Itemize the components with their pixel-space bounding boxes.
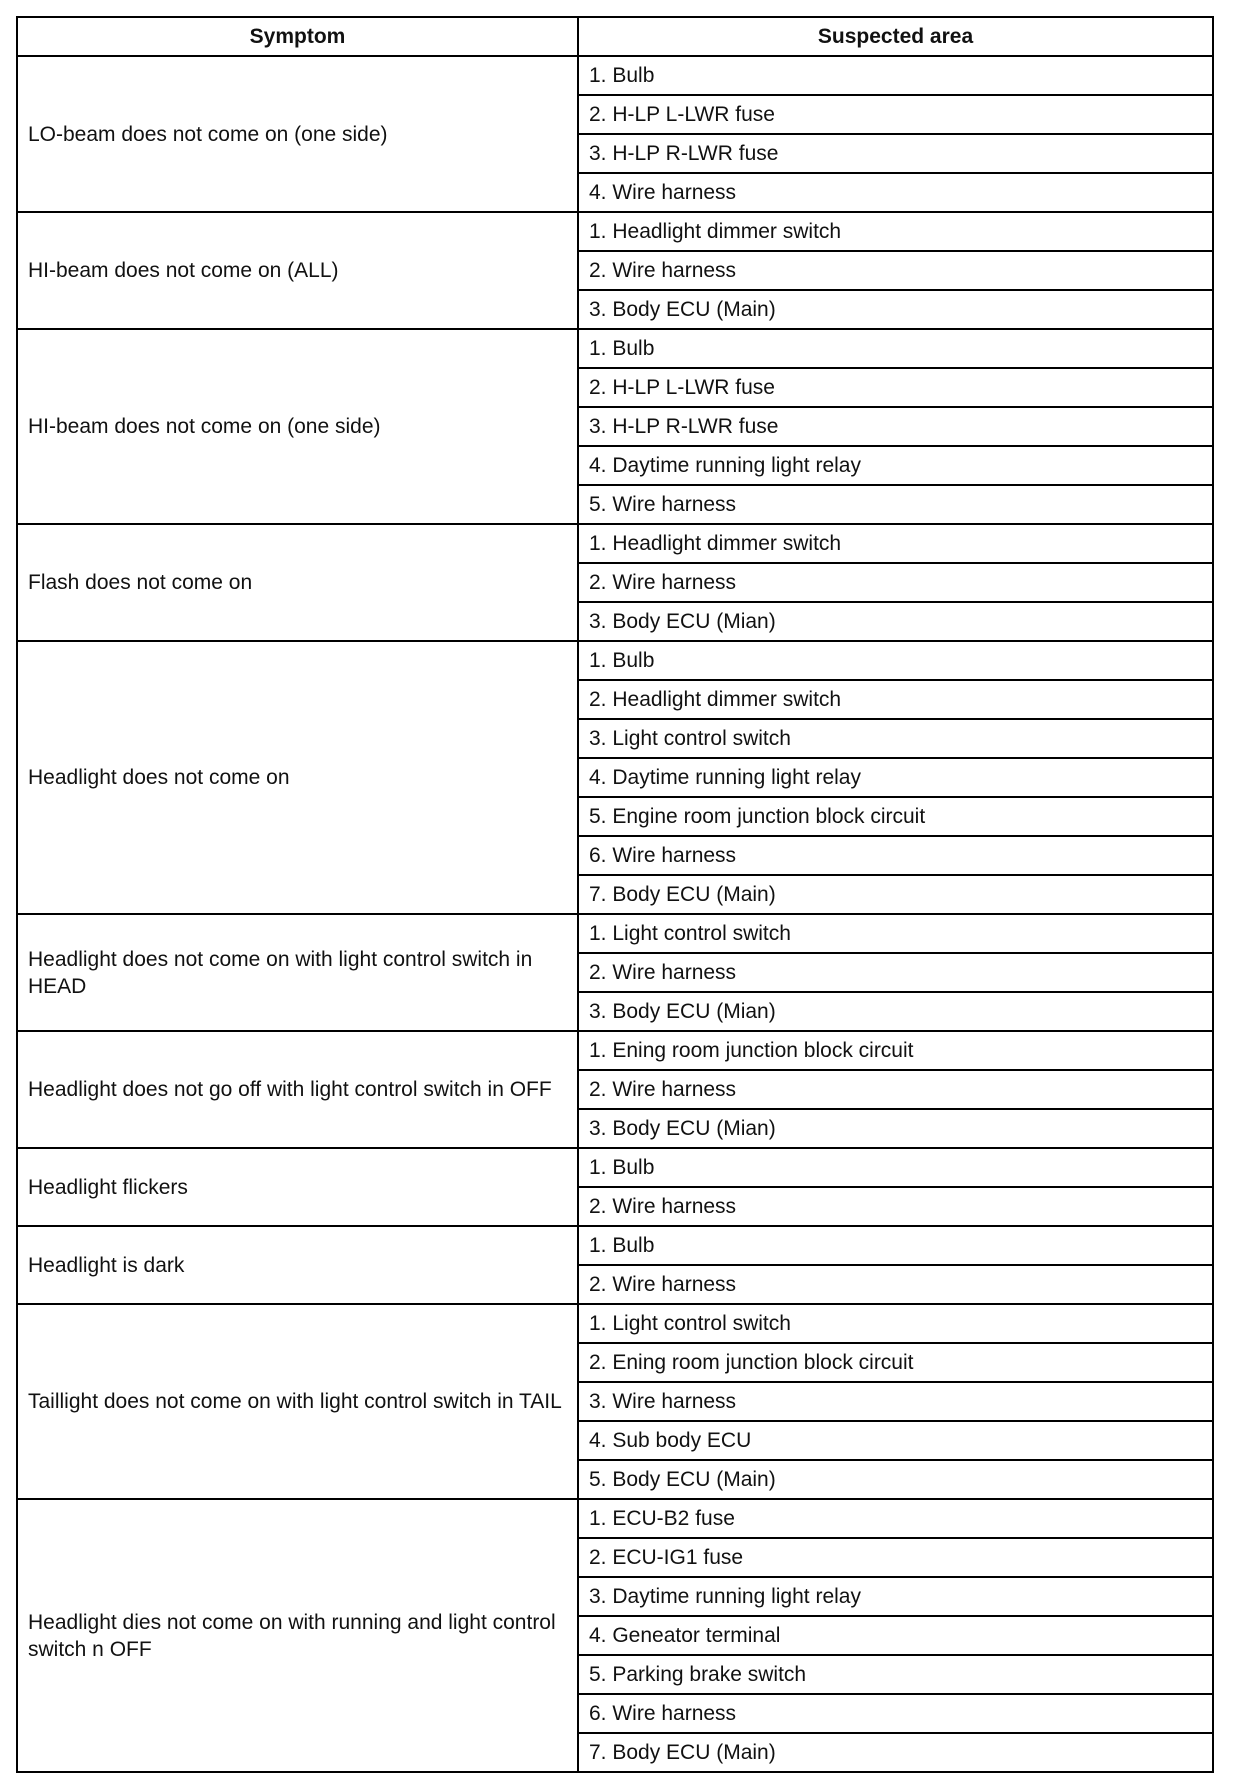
table-row: [17, 1499, 1213, 1538]
suspected-area-cell: 3. Body ECU (Mian): [578, 602, 1213, 641]
suspected-area-cell: 2. Wire harness: [578, 953, 1213, 992]
table-body: [17, 56, 1213, 1772]
suspected-area-cell: 7. Body ECU (Main): [578, 875, 1213, 914]
symptom-cell: Taillight does not come on with light control switch in TAIL: [17, 1304, 578, 1499]
suspected-area-cell: 4. Geneator terminal: [578, 1616, 1213, 1655]
suspected-area-cell: 3. Light control switch: [578, 719, 1213, 758]
suspected-area-cell: 1. Headlight dimmer switch: [578, 212, 1213, 251]
symptom-cell: Headlight does not come on with light control switch in HEAD: [17, 914, 578, 1031]
suspected-area-cell: 1. Bulb: [578, 56, 1213, 95]
suspected-area-cell: 1. Bulb: [578, 641, 1213, 680]
table-row: [17, 1148, 1213, 1187]
symptom-cell: Headlight flickers: [17, 1148, 578, 1226]
suspected-area-cell: 2. Wire harness: [578, 1265, 1213, 1304]
suspected-area-cell: 3. Body ECU (Mian): [578, 1109, 1213, 1148]
suspected-area-cell: 1. Light control switch: [578, 1304, 1213, 1343]
header-symptom: Symptom: [17, 17, 578, 56]
table-row: [17, 914, 1213, 953]
suspected-area-cell: 5. Engine room junction block circuit: [578, 797, 1213, 836]
header-suspected-area: Suspected area: [578, 17, 1213, 56]
suspected-area-cell: 4. Daytime running light relay: [578, 446, 1213, 485]
troubleshooting-document: [16, 16, 1212, 1773]
symptom-table: [16, 16, 1214, 1773]
table-row: [17, 1304, 1213, 1343]
suspected-area-cell: 2. Headlight dimmer switch: [578, 680, 1213, 719]
symptom-cell: Headlight is dark: [17, 1226, 578, 1304]
suspected-area-cell: 3. Wire harness: [578, 1382, 1213, 1421]
suspected-area-cell: 4. Daytime running light relay: [578, 758, 1213, 797]
symptom-cell: HI-beam does not come on (ALL): [17, 212, 578, 329]
suspected-area-cell: 5. Wire harness: [578, 485, 1213, 524]
suspected-area-cell: 2. Wire harness: [578, 251, 1213, 290]
suspected-area-cell: 3. Body ECU (Mian): [578, 992, 1213, 1031]
suspected-area-cell: 2. H-LP L-LWR fuse: [578, 368, 1213, 407]
suspected-area-cell: 1. Ening room junction block circuit: [578, 1031, 1213, 1070]
suspected-area-cell: 3. Daytime running light relay: [578, 1577, 1213, 1616]
symptom-cell: Headlight does not go off with light control switch in OFF: [17, 1031, 578, 1148]
table-row: [17, 1226, 1213, 1265]
symptom-cell: Headlight does not come on: [17, 641, 578, 914]
suspected-area-cell: 2. H-LP L-LWR fuse: [578, 95, 1213, 134]
suspected-area-cell: 6. Wire harness: [578, 1694, 1213, 1733]
table-row: [17, 524, 1213, 563]
suspected-area-cell: 7. Body ECU (Main): [578, 1733, 1213, 1772]
symptom-cell: LO-beam does not come on (one side): [17, 56, 578, 212]
header-row: [17, 17, 1213, 56]
suspected-area-cell: 1. Bulb: [578, 1226, 1213, 1265]
table-row: [17, 1031, 1213, 1070]
suspected-area-cell: 4. Wire harness: [578, 173, 1213, 212]
suspected-area-cell: 2. Ening room junction block circuit: [578, 1343, 1213, 1382]
table-row: [17, 212, 1213, 251]
suspected-area-cell: 3. Body ECU (Main): [578, 290, 1213, 329]
suspected-area-cell: 1. Bulb: [578, 1148, 1213, 1187]
suspected-area-cell: 3. H-LP R-LWR fuse: [578, 407, 1213, 446]
suspected-area-cell: 2. Wire harness: [578, 1070, 1213, 1109]
table-row: [17, 56, 1213, 95]
symptom-cell: Headlight dies not come on with running and light control switch n OFF: [17, 1499, 578, 1772]
suspected-area-cell: 3. H-LP R-LWR fuse: [578, 134, 1213, 173]
suspected-area-cell: 5. Parking brake switch: [578, 1655, 1213, 1694]
suspected-area-cell: 2. ECU-IG1 fuse: [578, 1538, 1213, 1577]
suspected-area-cell: 5. Body ECU (Main): [578, 1460, 1213, 1499]
table-row: [17, 641, 1213, 680]
suspected-area-cell: 1. Headlight dimmer switch: [578, 524, 1213, 563]
suspected-area-cell: 1. ECU-B2 fuse: [578, 1499, 1213, 1538]
suspected-area-cell: 1. Bulb: [578, 329, 1213, 368]
symptom-cell: HI-beam does not come on (one side): [17, 329, 578, 524]
suspected-area-cell: 6. Wire harness: [578, 836, 1213, 875]
suspected-area-cell: 2. Wire harness: [578, 563, 1213, 602]
symptom-cell: Flash does not come on: [17, 524, 578, 641]
suspected-area-cell: 1. Light control switch: [578, 914, 1213, 953]
table-row: [17, 329, 1213, 368]
suspected-area-cell: 4. Sub body ECU: [578, 1421, 1213, 1460]
suspected-area-cell: 2. Wire harness: [578, 1187, 1213, 1226]
